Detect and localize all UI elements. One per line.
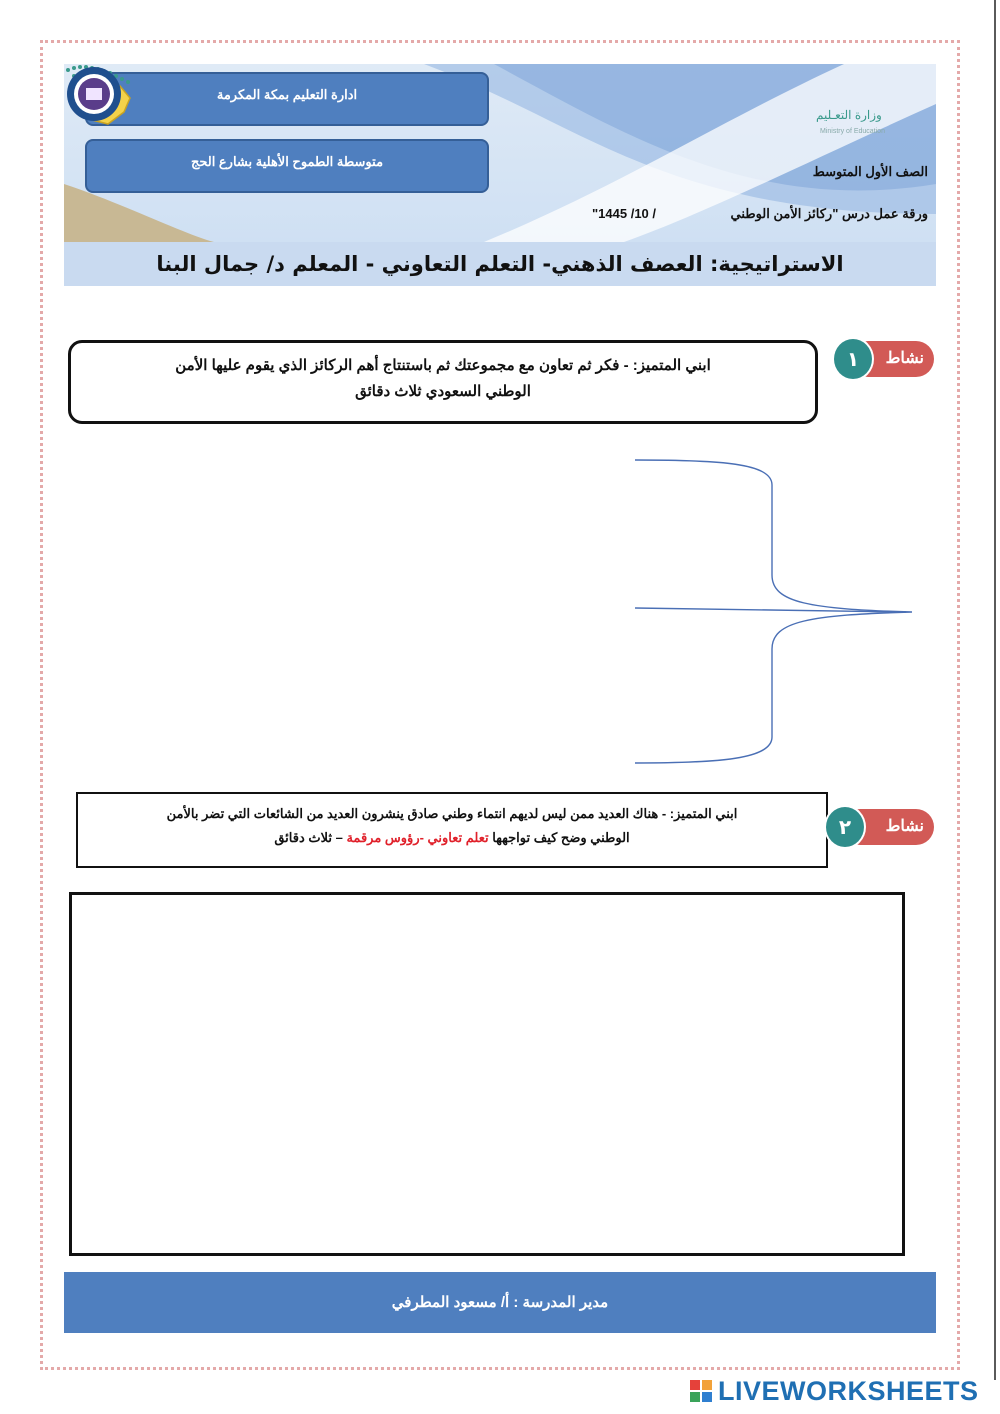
activity2-line2-end: – ثلاث دقائق xyxy=(274,830,347,845)
strategy-title-bar: الاستراتيجية: العصف الذهني- التعلم التعاوني - المعلم د/ جمال البنا xyxy=(64,242,936,286)
liveworksheets-text: LIVEWORKSHEETS xyxy=(718,1375,979,1406)
activity2-badge-label: نشاط xyxy=(842,809,934,845)
header-banner xyxy=(64,64,936,242)
activity1-badge-number: ١ xyxy=(834,339,872,379)
school-seal-logo xyxy=(64,64,124,124)
activity1-line2: الوطني السعودي ثلاث دقائق xyxy=(355,383,531,400)
page-edge-rule xyxy=(994,0,996,1380)
grade-label: الصف الأول المتوسط xyxy=(812,164,928,179)
activity2-line2 xyxy=(92,826,812,850)
activity2-line1: ابني المتميز: - هناك العديد ممن ليس لديهم انتماء وطني صادق ينشرون العديد من الشائعات التي تضر بالأمن xyxy=(166,806,738,821)
liveworksheets-icon xyxy=(690,1380,712,1402)
school-name-box: متوسطة الطموح الأهلية بشارع الحج xyxy=(85,139,489,193)
brace-diagram xyxy=(630,455,920,770)
ministry-name: وزارة التعـليم xyxy=(816,108,882,122)
activity1-badge xyxy=(834,341,934,377)
activity2-strategy-highlight: تعلم تعاوني -رؤوس مرقمة xyxy=(346,830,489,845)
activity1-instructions xyxy=(68,340,818,424)
activity2-badge-number: ٢ xyxy=(826,807,864,847)
liveworksheets-watermark xyxy=(690,1376,979,1406)
activity2-badge xyxy=(826,809,934,845)
activity2-line2-start: الوطني وضح كيف تواجهها xyxy=(488,830,630,845)
activity2-answer-box[interactable] xyxy=(69,892,905,1256)
date-field: / 10/ 1445" xyxy=(592,206,657,221)
activity2-instructions xyxy=(76,792,828,868)
worksheet-title: ورقة عمل درس "ركائز الأمن الوطني xyxy=(730,206,928,221)
ministry-name-en: Ministry of Education xyxy=(820,128,885,135)
activity1-badge-label: نشاط xyxy=(850,341,934,377)
activity1-line1: ابني المتميز: - فكر ثم تعاون مع مجموعتك ثم باستنتاج أهم الركائز الذي يقوم عليها الأمن xyxy=(175,357,711,374)
education-office-box: ادارة التعليم بمكة المكرمة xyxy=(85,72,489,126)
footer-principal: مدير المدرسة : أ/ مسعود المطرفي xyxy=(64,1272,936,1333)
